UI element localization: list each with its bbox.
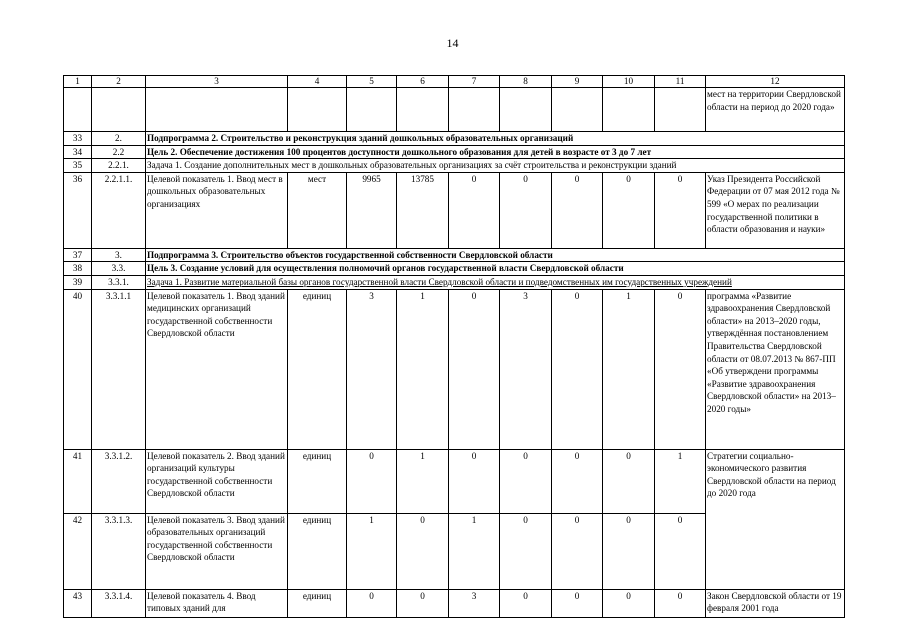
value-cell: 0 (603, 449, 655, 513)
row-code: 2.2 (92, 145, 146, 159)
unit-cell: единиц (288, 589, 347, 617)
row-code: 2.2.1.1. (92, 172, 146, 248)
value-cell: 1 (655, 449, 706, 513)
row-code: 3.3.1.1 (92, 289, 146, 449)
indicator-name: Целевой показатель 3. Ввод зданий образовательных организаций государственной собственности Свердловской области (146, 513, 288, 589)
unit-cell: единиц (288, 449, 347, 513)
col-header: 1 (64, 76, 92, 88)
row-number: 33 (64, 132, 92, 146)
row-number: 34 (64, 145, 92, 159)
col-header: 5 (347, 76, 397, 88)
value-cell: 1 (449, 513, 500, 589)
unit-cell: единиц (288, 513, 347, 589)
section-title: Подпрограмма 3. Строительство объектов государственной собственности Свердловской области (146, 248, 845, 262)
value-cell: 0 (347, 449, 397, 513)
section-title: Задача 1. Развитие материальной базы органов государственной власти Свердловской области и подведомственных им государственных учреждений (146, 275, 845, 289)
value-cell: 0 (500, 589, 552, 617)
unit-cell: единиц (288, 289, 347, 449)
value-cell: 1 (603, 289, 655, 449)
col-header: 10 (603, 76, 655, 88)
value-cell: 1 (397, 289, 449, 449)
value-cell: 3 (347, 289, 397, 449)
value-cell: 0 (449, 289, 500, 449)
value-cell: 1 (347, 513, 397, 589)
row-number: 38 (64, 262, 92, 276)
source-cell: Указ Президента Российской Федерации от 07 мая 2012 года № 599 «О мерах по реализации государственной политики в области образования и науки» (706, 172, 845, 248)
value-cell: 1 (397, 449, 449, 513)
section-row (64, 159, 845, 173)
col-header: 4 (288, 76, 347, 88)
table-row (64, 289, 845, 449)
row-code: 3.3.1. (92, 275, 146, 289)
section-row (64, 275, 845, 289)
source-cell: мест на территории Свердловской области на период до 2020 года» (706, 88, 845, 132)
row-code: 3.3. (92, 262, 146, 276)
row-number: 42 (64, 513, 92, 589)
value-cell: 0 (552, 289, 603, 449)
row-code: 2. (92, 132, 146, 146)
col-header: 7 (449, 76, 500, 88)
value-cell: 0 (603, 589, 655, 617)
source-cell: Стратегии социально-экономического развития Свердловской области на период до 2020 года (706, 449, 845, 589)
section-row (64, 248, 845, 262)
value-cell: 13785 (397, 172, 449, 248)
value-cell: 0 (655, 172, 706, 248)
section-title: Задача 1. Создание дополнительных мест в дошкольных образовательных организациях за счёт строительства и реконструкции зданий (146, 159, 845, 173)
indicator-name: Целевой показатель 2. Ввод зданий организаций культуры государственной собственности Свердловской области (146, 449, 288, 513)
col-header: 3 (146, 76, 288, 88)
value-cell: 0 (500, 513, 552, 589)
indicator-name: Целевой показатель 1. Ввод мест в дошкольных образовательных организациях (146, 172, 288, 248)
row-number: 43 (64, 589, 92, 617)
section-row (64, 262, 845, 276)
value-cell: 0 (552, 513, 603, 589)
row-number: 40 (64, 289, 92, 449)
value-cell: 0 (603, 513, 655, 589)
row-code: 3.3.1.4. (92, 589, 146, 617)
indicators-table (63, 75, 845, 618)
row-code: 3.3.1.3. (92, 513, 146, 589)
header-row (64, 76, 845, 88)
value-cell: 0 (655, 289, 706, 449)
section-title: Подпрограмма 2. Строительство и реконструкция зданий дошкольных образовательных организаций (146, 132, 845, 146)
col-header: 8 (500, 76, 552, 88)
col-header: 9 (552, 76, 603, 88)
source-cell: программа «Развитие здравоохранения Свердловской области» на 2013–2020 годы, утверждённая постановлением Правительства Свердловской области от 08.07.2013 № 867-ПП «Об утверждени программы «Развитие здравоохранения Свердловской области» на 2013–2020 годы» (706, 289, 845, 449)
row-code: 3. (92, 248, 146, 262)
value-cell: 0 (603, 172, 655, 248)
section-title: Цель 3. Создание условий для осуществления полномочий органов государственной власти Свердловской области (146, 262, 845, 276)
value-cell: 0 (655, 513, 706, 589)
value-cell: 0 (552, 449, 603, 513)
indicator-name: Целевой показатель 4. Ввод типовых зданий для (146, 589, 288, 617)
table-row (64, 449, 845, 513)
row-number: 39 (64, 275, 92, 289)
col-header: 11 (655, 76, 706, 88)
value-cell: 0 (552, 172, 603, 248)
value-cell: 0 (552, 589, 603, 617)
carry-row (64, 88, 845, 132)
section-row (64, 132, 845, 146)
value-cell: 0 (449, 449, 500, 513)
value-cell: 3 (500, 289, 552, 449)
col-header: 12 (706, 76, 845, 88)
table-row (64, 589, 845, 617)
value-cell: 9965 (347, 172, 397, 248)
row-number: 35 (64, 159, 92, 173)
indicator-name: Целевой показатель 1. Ввод зданий медицинских организаций государственной собственности Свердловской области (146, 289, 288, 449)
value-cell: 0 (397, 589, 449, 617)
page-number: 14 (446, 36, 459, 50)
value-cell: 0 (500, 172, 552, 248)
source-cell: Закон Свердловской области от 19 февраля 2001 года (706, 589, 845, 617)
row-number: 41 (64, 449, 92, 513)
value-cell: 3 (449, 589, 500, 617)
value-cell: 0 (500, 449, 552, 513)
section-row (64, 145, 845, 159)
value-cell: 0 (655, 589, 706, 617)
value-cell: 0 (449, 172, 500, 248)
value-cell: 0 (397, 513, 449, 589)
row-code: 2.2.1. (92, 159, 146, 173)
section-title: Цель 2. Обеспечение достижения 100 процентов доступности дошкольного образования для детей в возрасте от 3 до 7 лет (146, 145, 845, 159)
col-header: 2 (92, 76, 146, 88)
unit-cell: мест (288, 172, 347, 248)
value-cell: 0 (347, 589, 397, 617)
row-number: 36 (64, 172, 92, 248)
row-number: 37 (64, 248, 92, 262)
row-code: 3.3.1.2. (92, 449, 146, 513)
table-row (64, 172, 845, 248)
col-header: 6 (397, 76, 449, 88)
